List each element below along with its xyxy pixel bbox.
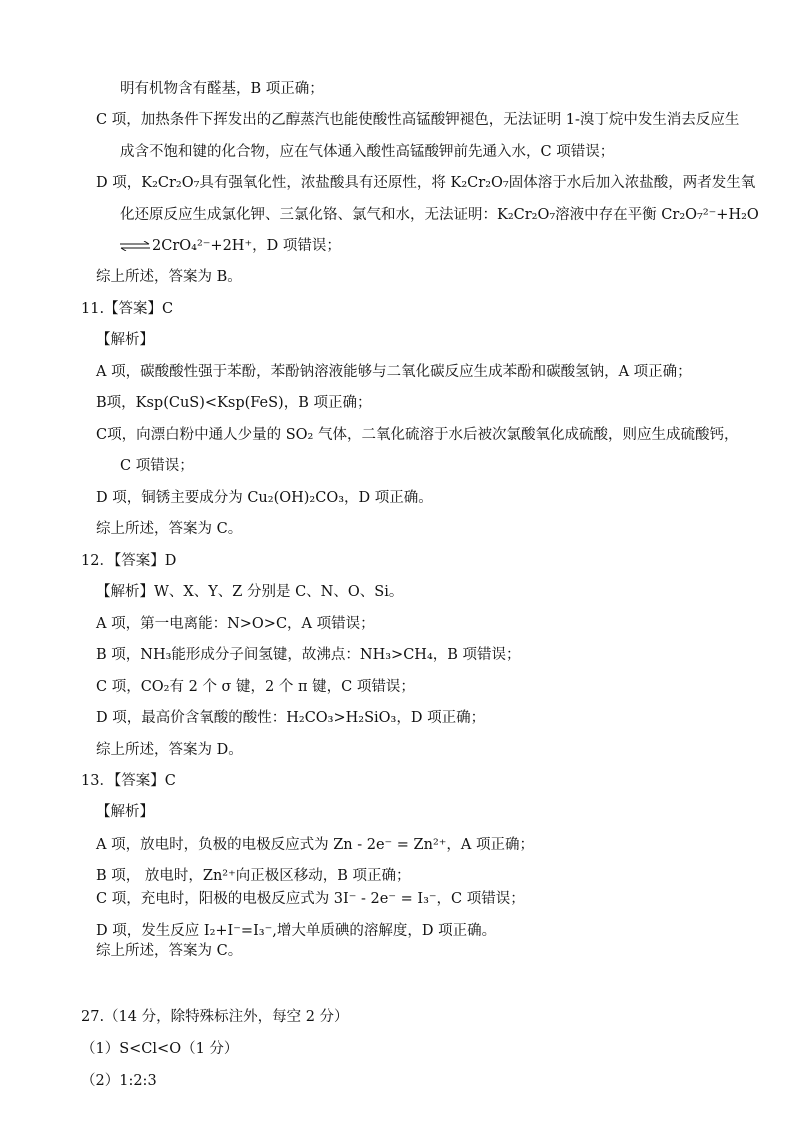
text-line: 2CrO₄²⁻+2H⁺，D 项错误；: [152, 238, 341, 254]
equilibrium-arrow-icon: [120, 241, 150, 251]
equilibrium-line: [120, 237, 341, 255]
text-line: 成含不饱和键的化合物，应在气体通入酸性高锰酸钾前先通入水，C 项错误；: [120, 144, 615, 160]
text-line: A 项，第一电离能：N>O>C，A 项错误；: [96, 616, 375, 632]
text-line: 【解析】W、X、Y、Z 分别是 C、N、O、Si。: [96, 584, 404, 600]
text-line: 综上所述，答案为 C。: [96, 943, 243, 959]
text-line: A 项，放电时，负极的电极反应式为 Zn - 2e⁻ = Zn²⁺，A 项正确；: [96, 837, 535, 853]
text-line: C 项，CO₂有 2 个 σ 键，2 个 π 键，C 项错误；: [96, 679, 415, 695]
text-line: 【解析】: [96, 332, 154, 348]
text-line: （2）1:2:3: [81, 1073, 157, 1089]
text-line: C项，向漂白粉中通人少量的 SO₂ 气体，二氧化硫溶于水后被次氯酸氧化成硫酸，则应生成硫酸钙，: [96, 427, 739, 443]
text-line: B 项，NH₃能形成分子间氢键，故沸点：NH₃>CH₄，B 项错误；: [96, 647, 521, 663]
answer-heading: 11.【答案】C: [81, 301, 174, 317]
text-line: （1）S<Cl<O（1 分）: [81, 1041, 239, 1057]
text-line: D 项，铜锈主要成分为 Cu₂(OH)₂CO₃，D 项正确。: [96, 490, 433, 506]
text-line: B 项， 放电时，Zn²⁺向正极区移动，B 项正确；: [96, 868, 411, 884]
text-line: 综上所述，答案为 C。: [96, 521, 243, 537]
text-line: 综上所述，答案为 D。: [96, 742, 243, 758]
text-line: D 项，最高价含氧酸的酸性：H₂CO₃>H₂SiO₃，D 项正确；: [96, 710, 486, 726]
text-line: 【解析】: [96, 804, 154, 820]
answer-heading: 27.（14 分，除特殊标注外，每空 2 分）: [81, 1009, 349, 1025]
text-line: D 项，发生反应 I₂+I⁻=I₃⁻,增大单质碘的溶解度，D 项正确。: [96, 923, 497, 939]
text-line: C 项错误；: [120, 458, 194, 474]
text-line: C 项，加热条件下挥发出的乙醇蒸汽也能使酸性高锰酸钾褪色，无法证明 1-溴丁烷中发生消去反应生: [96, 112, 740, 128]
answer-heading: 12．【答案】D: [81, 553, 177, 569]
text-line: 明有机物含有醛基，B 项正确；: [120, 81, 324, 97]
answer-heading: 13．【答案】C: [81, 773, 176, 789]
text-line: A 项，碳酸酸性强于苯酚，苯酚钠溶液能够与二氧化碳反应生成苯酚和碳酸氢钠，A 项正确；: [96, 364, 692, 380]
text-line: B项，Ksp(CuS)<Ksp(FeS)，B 项正确；: [96, 395, 372, 411]
text-line: 综上所述，答案为 B。: [96, 269, 242, 285]
text-line: 化还原反应生成氯化钾、三氯化铬、氯气和水，无法证明：K₂Cr₂O₇溶液中存在平衡 Cr₂O₇²⁻+H₂O: [120, 207, 759, 223]
text-line: C 项，充电时，阳极的电极反应式为 3I⁻ - 2e⁻ = I₃⁻，C 项错误；: [96, 891, 525, 907]
text-line: D 项，K₂Cr₂O₇具有强氧化性，浓盐酸具有还原性，将 K₂Cr₂O₇固体溶于水后加入浓盐酸，两者发生氧: [96, 175, 756, 191]
